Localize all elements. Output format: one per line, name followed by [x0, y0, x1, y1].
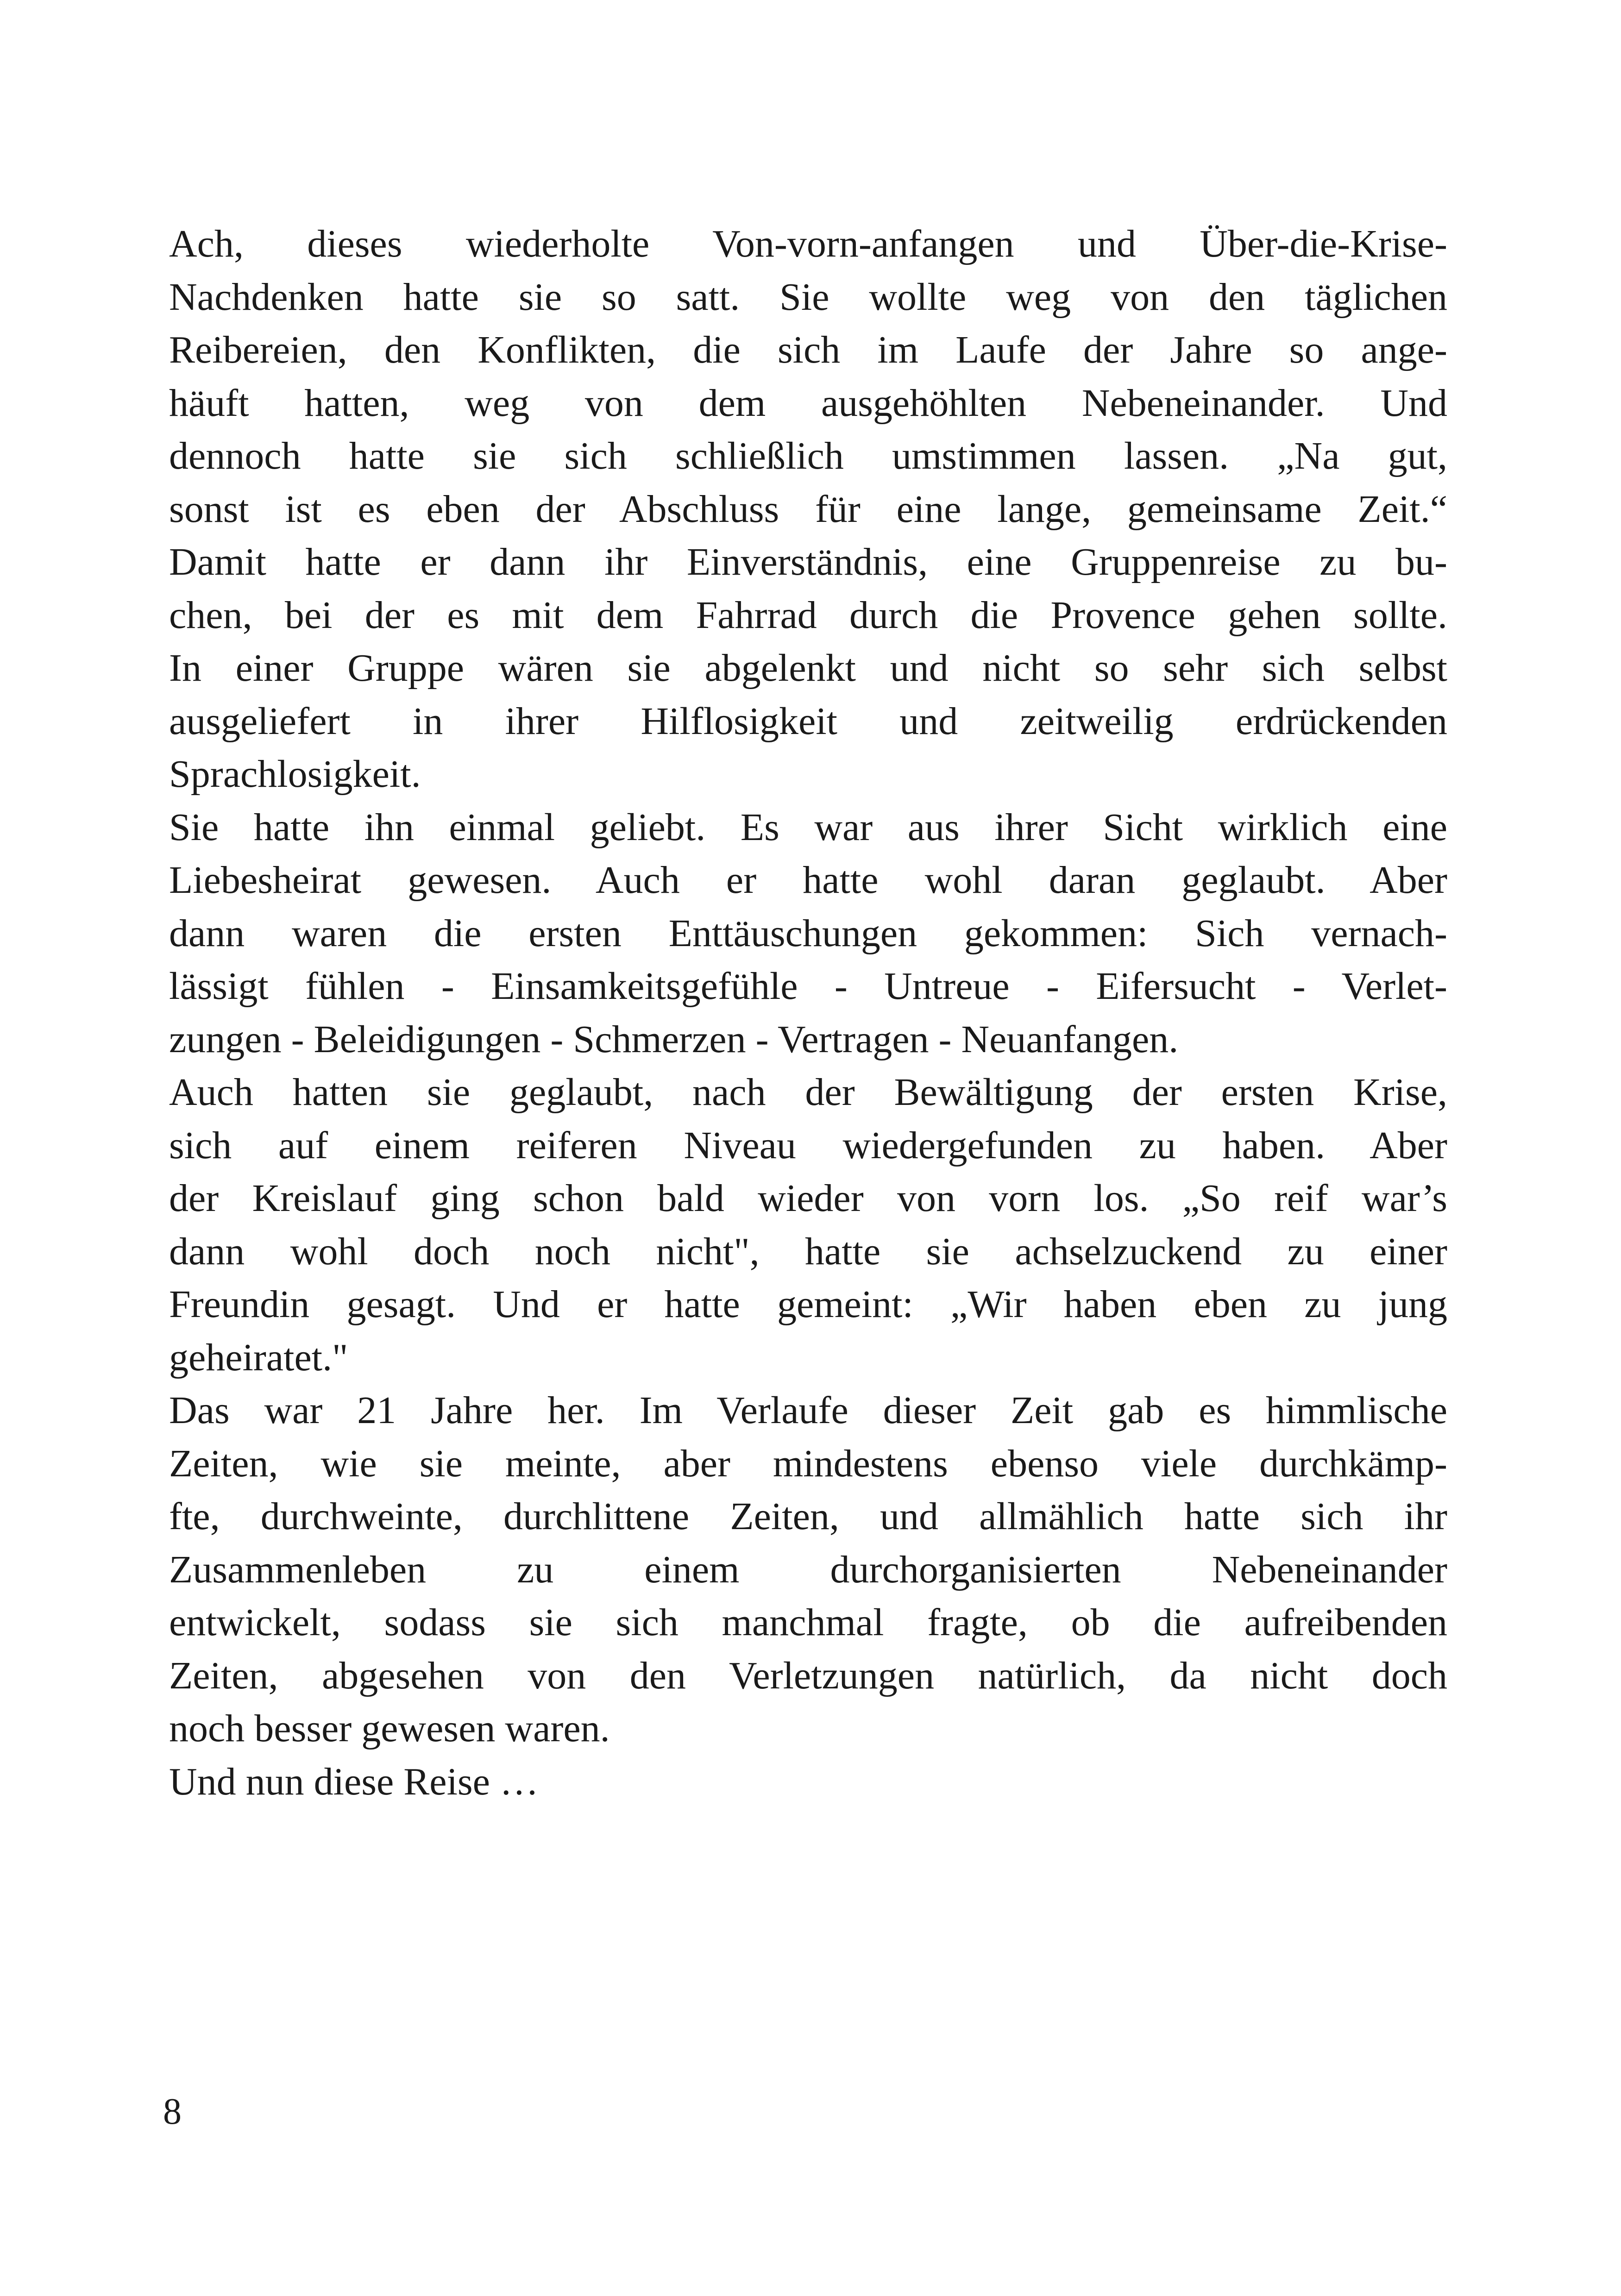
text-line: Liebesheirat gewesen. Auch er hatte wohl daran geglaubt. Aber — [169, 859, 1447, 902]
page-number: 8 — [163, 2091, 182, 2132]
text-line: Sie hatte ihn einmal geliebt. Es war aus ihrer Sicht wirklich eine — [169, 805, 1447, 849]
text-line: sich auf einem reiferen Niveau wiedergefunden zu haben. Aber — [169, 1123, 1447, 1167]
text-line: Sprachlosigkeit. — [169, 753, 421, 796]
text-line: sonst ist es eben der Abschluss für eine lange, gemeinsame Zeit.“ — [169, 487, 1447, 531]
text-line: In einer Gruppe wären sie abgelenkt und nicht so sehr sich selbst — [169, 646, 1447, 690]
text-line: Damit hatte er dann ihr Einverständnis, eine Gruppenreise zu bu- — [169, 540, 1447, 583]
text-line: Freundin gesagt. Und er hatte gemeint: „Wir haben eben zu jung — [169, 1283, 1447, 1326]
text-line: Zeiten, wie sie meinte, aber mindestens ebenso viele durchkämp- — [169, 1442, 1447, 1485]
text-line: zungen - Beleidigungen - Schmerzen - Vertragen - Neuanfangen. — [169, 1017, 1179, 1061]
text-line: Reibereien, den Konflikten, die sich im Laufe der Jahre so ange- — [169, 328, 1447, 371]
text-line: Das war 21 Jahre her. Im Verlaufe dieser Zeit gab es himmlische — [169, 1389, 1447, 1432]
text-line: Und nun diese Reise … — [169, 1760, 539, 1803]
text-line: dann wohl doch noch nicht", hatte sie achselzuckend zu einer — [169, 1230, 1447, 1273]
text-line: häuft hatten, weg von dem ausgehöhlten Nebeneinander. Und — [169, 381, 1447, 425]
text-line: Zusammenleben zu einem durchorganisierten Nebeneinander — [169, 1548, 1447, 1591]
text-line: lässigt fühlen - Einsamkeitsgefühle - Untreue - Eifersucht - Verlet- — [169, 965, 1447, 1008]
text-line: fte, durchweinte, durchlittene Zeiten, und allmählich hatte sich ihr — [169, 1495, 1447, 1538]
text-line: ausgeliefert in ihrer Hilflosigkeit und zeitweilig erdrückenden — [169, 699, 1447, 743]
text-line: der Kreislauf ging schon bald wieder von vorn los. „So reif war’s — [169, 1177, 1447, 1220]
text-line: Zeiten, abgesehen von den Verletzungen natürlich, da nicht doch — [169, 1654, 1447, 1697]
text-line: geheiratet." — [169, 1336, 348, 1379]
body-text — [169, 218, 1447, 1808]
text-line: Ach, dieses wiederholte Von-vorn-anfangen und Über-die-Krise- — [169, 222, 1447, 265]
text-line: noch besser gewesen waren. — [169, 1707, 610, 1750]
text-line: dann waren die ersten Enttäuschungen gekommen: Sich vernach- — [169, 911, 1447, 955]
text-line: chen, bei der es mit dem Fahrrad durch die Provence gehen sollte. — [169, 593, 1447, 637]
text-line: entwickelt, sodass sie sich manchmal fragte, ob die aufreibenden — [169, 1601, 1447, 1644]
text-line: Nachdenken hatte sie so satt. Sie wollte weg von den täglichen — [169, 275, 1447, 319]
text-line: Auch hatten sie geglaubt, nach der Bewältigung der ersten Krise, — [169, 1071, 1447, 1114]
text-line: dennoch hatte sie sich schließlich umstimmen lassen. „Na gut, — [169, 434, 1447, 477]
